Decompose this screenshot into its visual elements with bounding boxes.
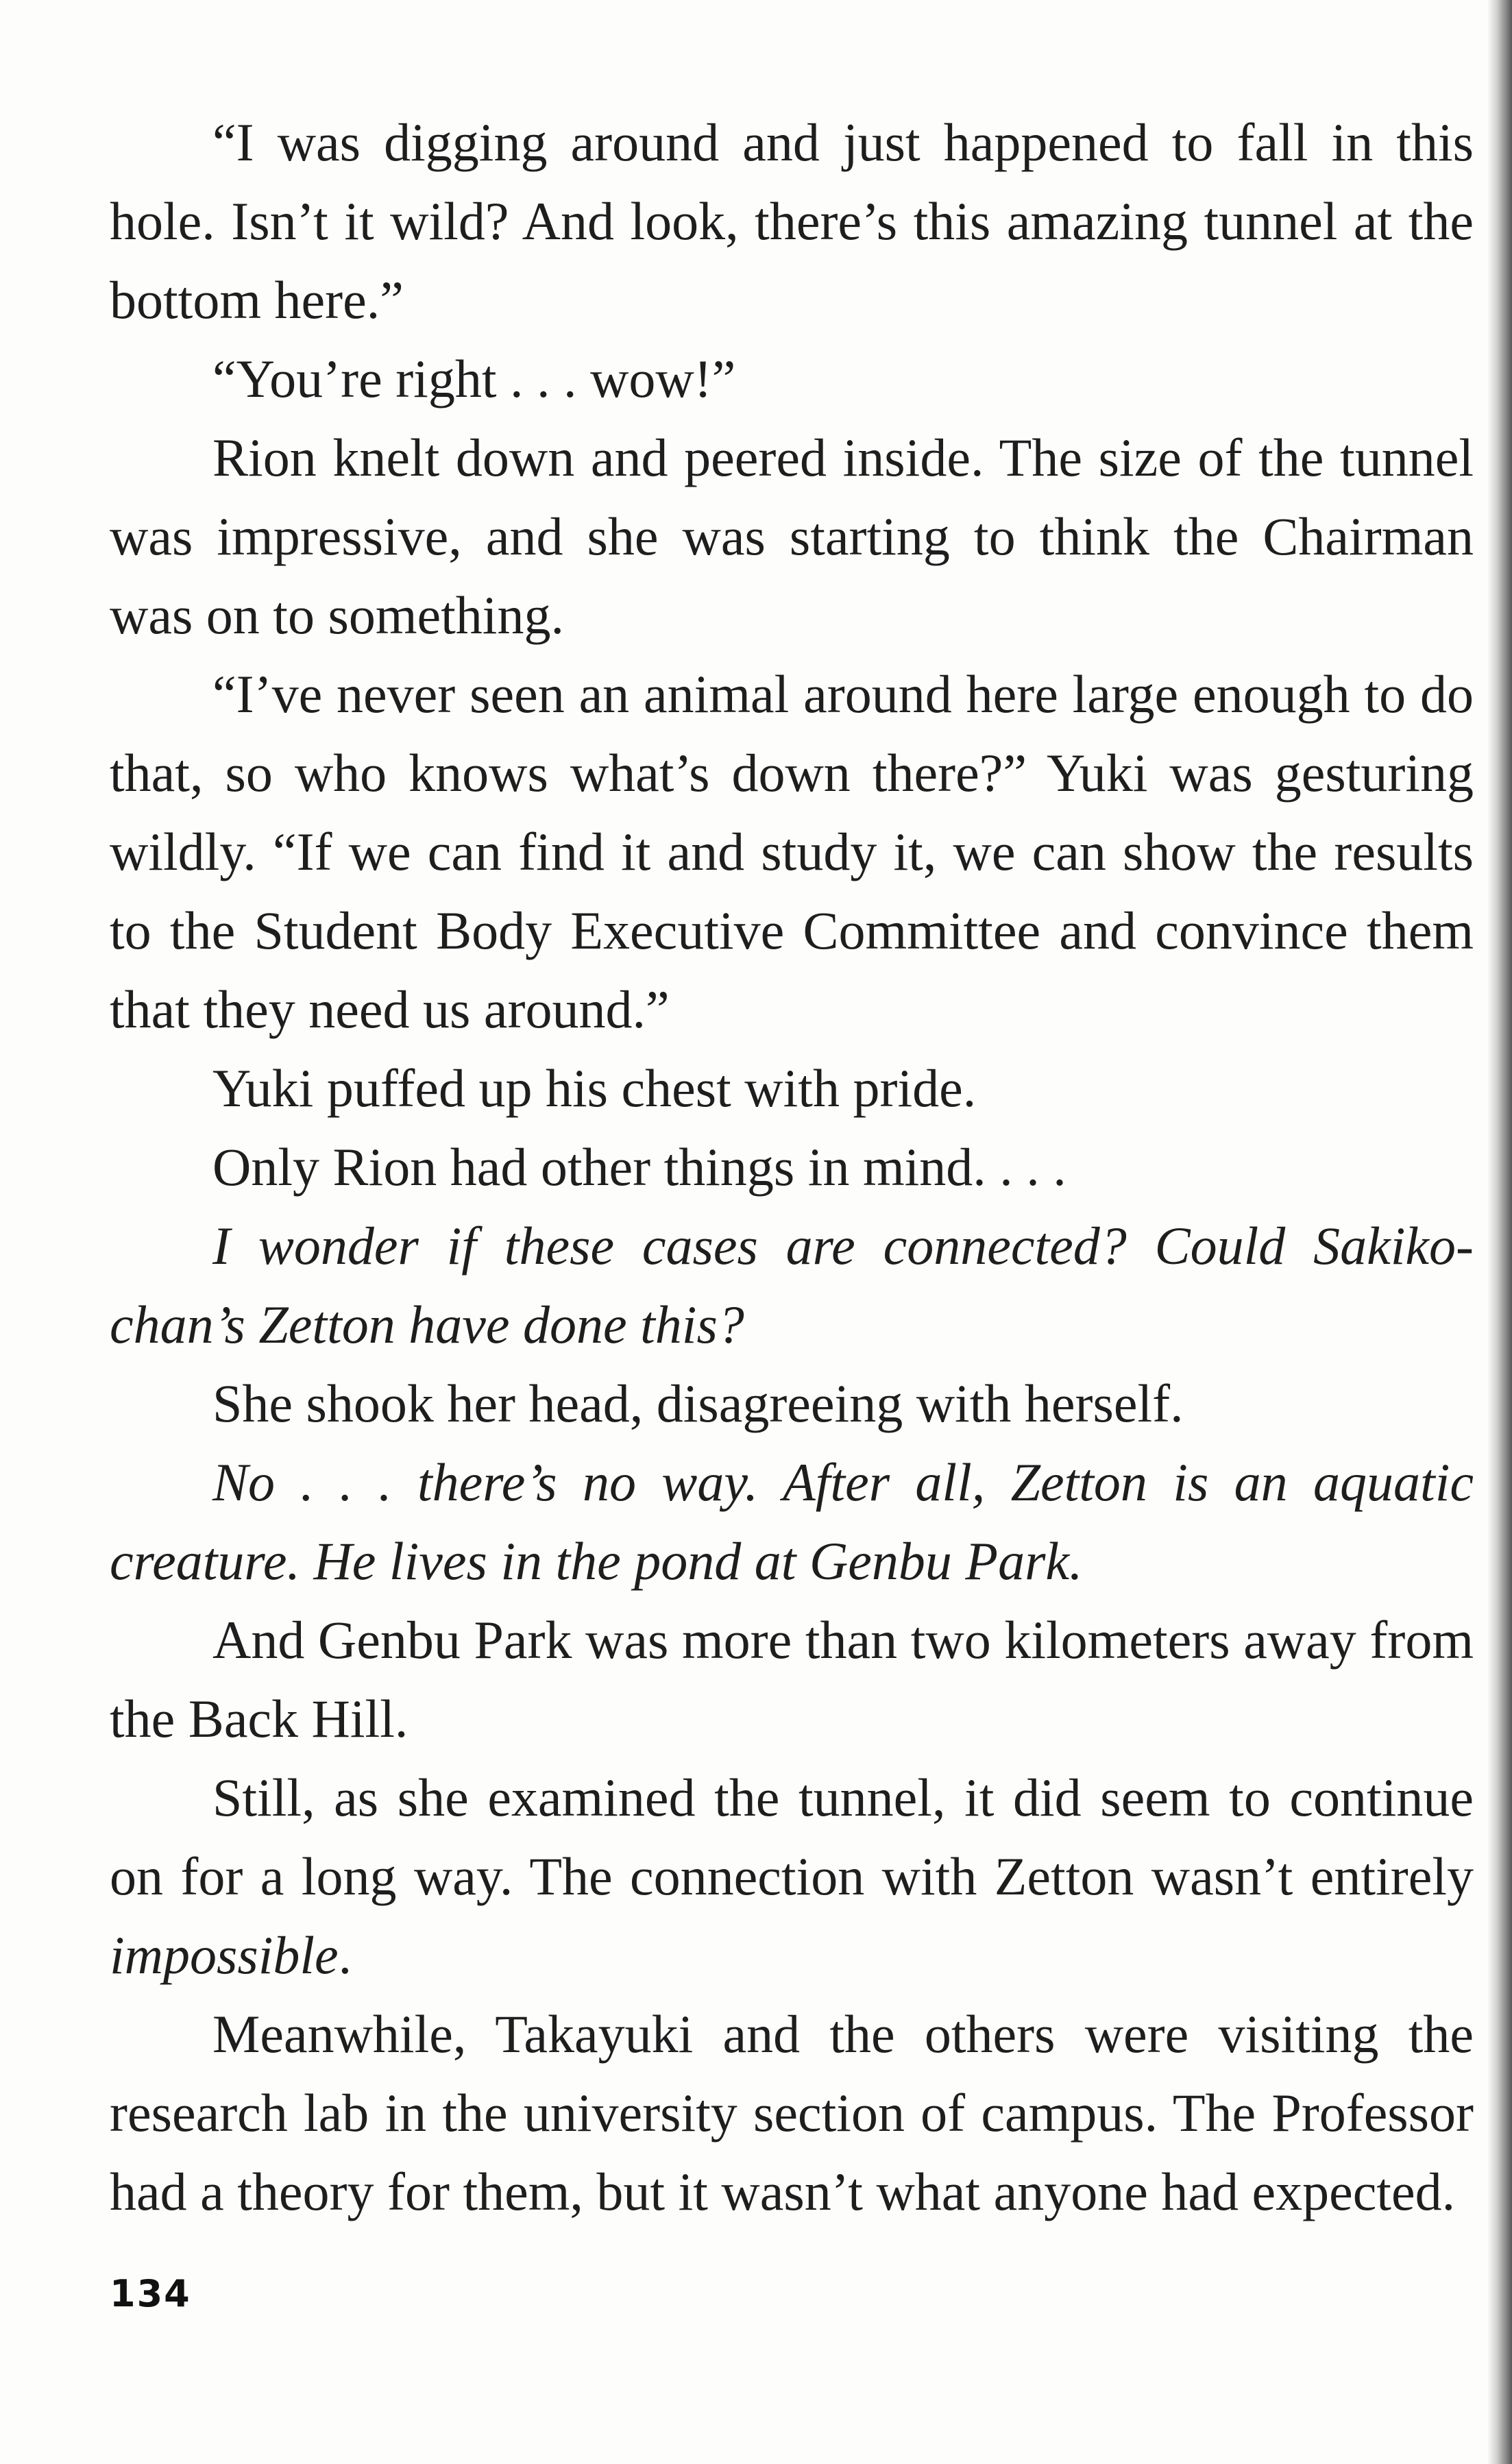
paragraph-11 xyxy=(110,1758,1474,1995)
paragraph-4: “I’ve never seen an animal around here large enough to do that, so who knows what’s down there?” Yuki was gesturing wildly. “If we can find it and study it, we can show the results to the Student Body Executive Committee and convince them that they need us around.” xyxy=(110,664,1474,1039)
paragraph-11-text: Still, as she examined the tunnel, it did seem to continue on for a long way. The connection with Zetton wasn’t entirely xyxy=(110,1768,1474,1906)
paragraph-8: She shook her head, disagreeing with herself. xyxy=(212,1374,1184,1433)
paragraph-9-thought: No . . . there’s no way. After all, Zetton is an aquatic creature. He lives in the pond at Genbu Park. xyxy=(110,1452,1474,1591)
paragraph-11-emphasis: impossible xyxy=(110,1925,339,1985)
page-edge-shadow xyxy=(1487,0,1512,2464)
paragraph-11-end: . xyxy=(338,1925,352,1985)
paragraph-12: Meanwhile, Takayuki and the others were visiting the research lab in the university section of campus. The Professor had a theory for them, but it wasn’t what anyone had expected. xyxy=(110,2004,1474,2221)
paragraph-7-thought: I wonder if these cases are connected? Could Sakiko-chan’s Zetton have done this? xyxy=(110,1216,1474,1354)
paragraph-1: “I was digging around and just happened to fall in this hole. Isn’t it wild? And look, there’s this amazing tunnel at the bottom here.” xyxy=(110,112,1474,330)
body-text xyxy=(110,103,1474,2231)
page-number: 134 xyxy=(110,2272,191,2315)
paragraph-2: “You’re right . . . wow!” xyxy=(212,349,736,408)
paragraph-5: Yuki puffed up his chest with pride. xyxy=(212,1058,977,1118)
paragraph-10: And Genbu Park was more than two kilometers away from the Back Hill. xyxy=(110,1610,1474,1748)
paragraph-3: Rion knelt down and peered inside. The size of the tunnel was impressive, and she was starting to think the Chairman was on to something. xyxy=(110,428,1474,645)
paragraph-6: Only Rion had other things in mind. . . . xyxy=(212,1137,1066,1197)
